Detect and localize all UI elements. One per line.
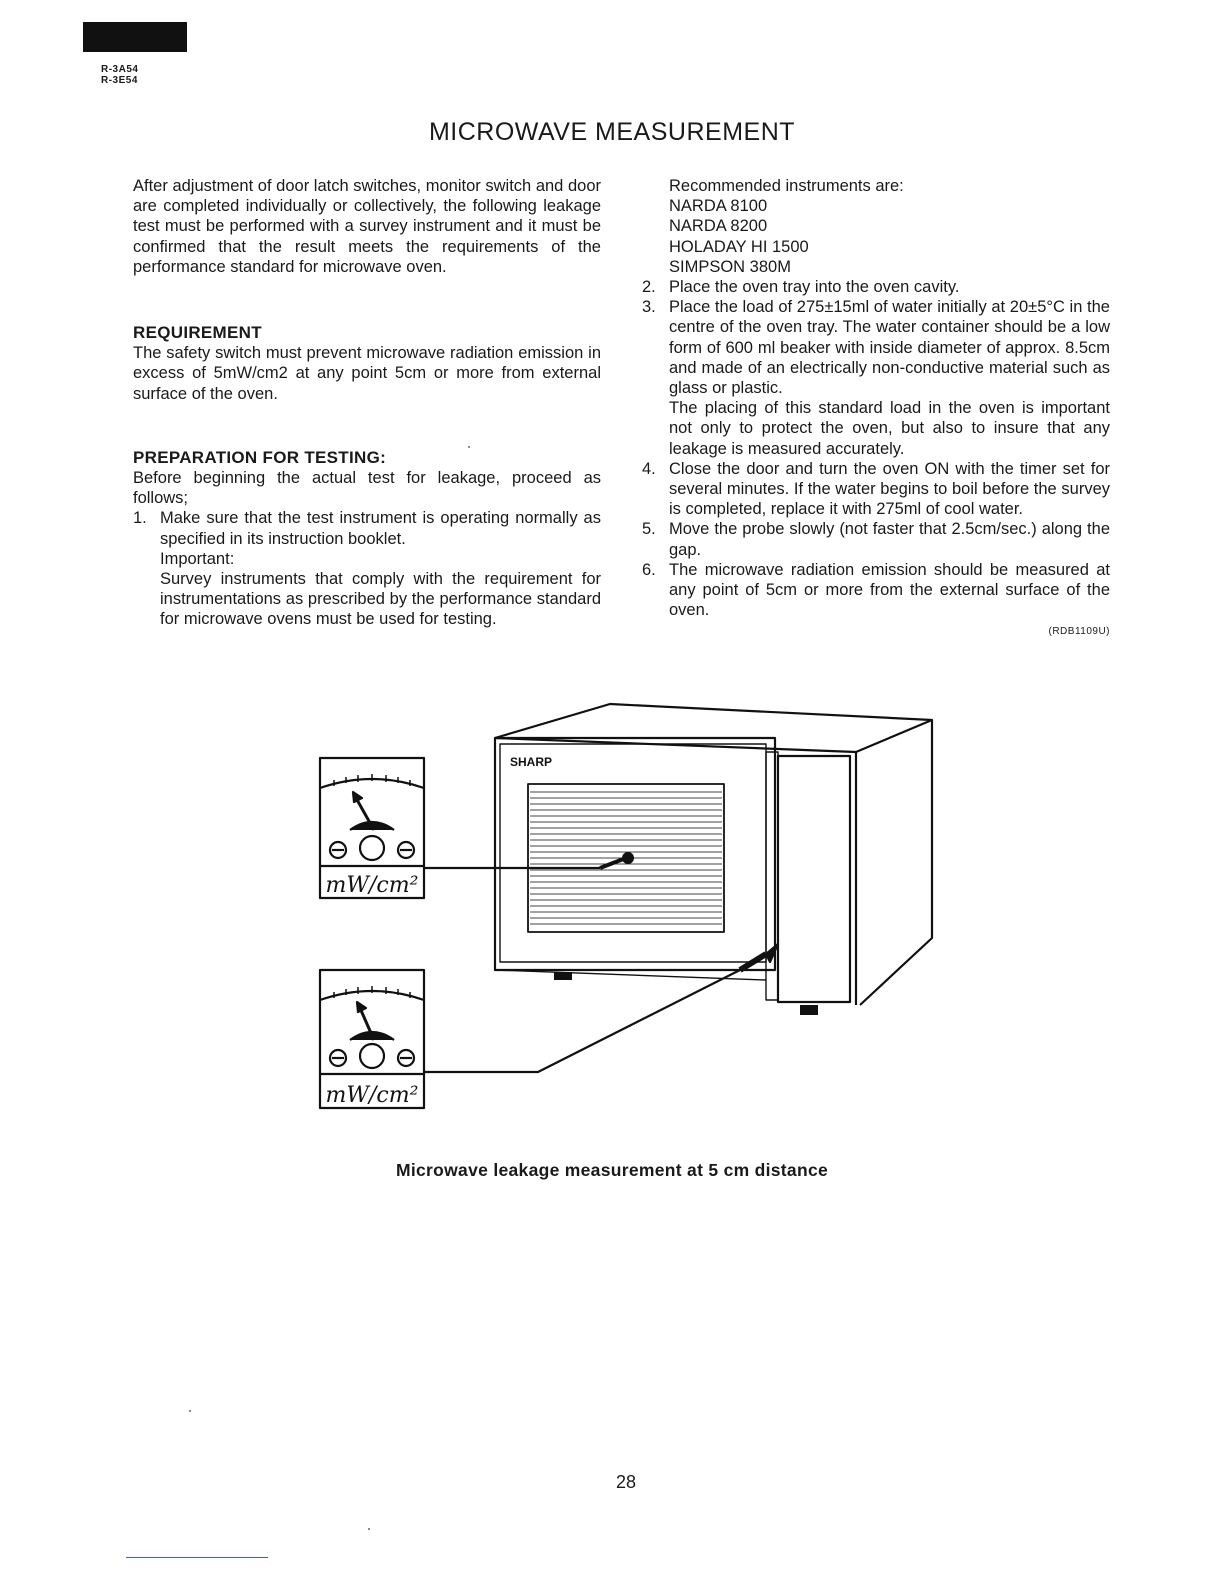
left-column [133, 176, 601, 630]
survey-meter-1 [320, 758, 424, 898]
instruments-intro: Recommended instruments are: [669, 177, 904, 195]
model-number-2: R-3E54 [101, 75, 138, 86]
brand-logo: SHARP [510, 755, 553, 769]
page-title: MICROWAVE MEASUREMENT [428, 118, 796, 146]
preparation-intro: Before beginning the actual test for leakage, proceed as follows; [133, 469, 601, 508]
instrument-item: SIMPSON 380M [669, 257, 791, 276]
step-text: Make sure that the test instrument is operating normally as specified in its instruction booklet. [160, 509, 601, 548]
reference-code: (RDB1109U) [1048, 626, 1110, 638]
scan-speck [189, 1410, 191, 1412]
step-number: 2. [642, 278, 656, 297]
important-label: Important: [160, 549, 235, 568]
meter-unit-label: mW/cm² [325, 873, 419, 898]
instrument-item: HOLADAY HI 1500 [669, 237, 809, 256]
instrument-item: NARDA 8200 [669, 217, 768, 236]
instrument-item: NARDA 8100 [669, 197, 768, 216]
step-6 [642, 560, 1110, 621]
step-1 [133, 508, 601, 629]
step-number: 6. [642, 560, 656, 579]
step-number: 4. [642, 459, 656, 478]
important-text: Survey instruments that comply with the requirement for instrumentations as prescribed by the performance standard for microwave ovens must be used for testing. [160, 570, 601, 629]
intro-paragraph: After adjustment of door latch switches, monitor switch and door are completed individually or collectively, the following leakage test must be performed with a survey instrument and it must be confirmed that the result meets the requirements of the performance standard for microwave oven. [133, 177, 601, 276]
step-text: Move the probe slowly (not faster that 2.5cm/sec.) along the gap. [669, 520, 1110, 559]
step-2 [642, 277, 1110, 297]
step-number: 1. [133, 509, 147, 528]
meter-unit-label: mW/cm² [325, 1083, 419, 1108]
scan-speck [468, 446, 470, 448]
scan-speck [368, 1528, 370, 1530]
survey-meter-2 [320, 970, 424, 1108]
step-5 [642, 519, 1110, 559]
step-3-note: The placing of this standard load in the oven is important not only to protect the oven, but also to insure that any leakage is measured accurately. [669, 399, 1110, 458]
preparation-heading: PREPARATION FOR TESTING: [133, 447, 387, 467]
probe-2 [424, 944, 778, 1072]
probe-1 [424, 852, 634, 868]
step-text: The microwave radiation emission should be measured at any point of 5cm or more from the external surface of the oven. [669, 560, 1110, 620]
model-number-1: R-3A54 [101, 64, 139, 75]
microwave-oven-illustration [495, 704, 932, 1015]
figure-caption: Microwave leakage measurement at 5 cm distance [395, 1160, 829, 1180]
step-text: Place the oven tray into the oven cavity. [669, 278, 960, 297]
step-text: Place the load of 275±15ml of water initially at 20±5°C in the centre of the oven tray. The water container should be a low form of 600 ml beaker with inside diameter of approx. 8.5cm and made of an electrically non-conductive material such as glass or plastic. [669, 298, 1110, 398]
step-4 [642, 459, 1110, 520]
right-column [642, 176, 1110, 643]
step-number: 3. [642, 298, 656, 317]
footer-rule [126, 1557, 268, 1558]
requirement-text: The safety switch must prevent microwave radiation emission in excess of 5mW/cm2 at any point 5cm or more from external surface of the oven. [133, 344, 601, 403]
step-3 [642, 297, 1110, 459]
step-number: 5. [642, 520, 656, 539]
page-number: 28 [615, 1472, 637, 1492]
leakage-measurement-figure [300, 700, 950, 1120]
header-black-tab [83, 22, 187, 52]
step-text: Close the door and turn the oven ON with the timer set for several minutes. If the water begins to boil before the survey is completed, replace it with 275ml of cool water. [669, 459, 1110, 519]
requirement-heading: REQUIREMENT [133, 323, 262, 343]
